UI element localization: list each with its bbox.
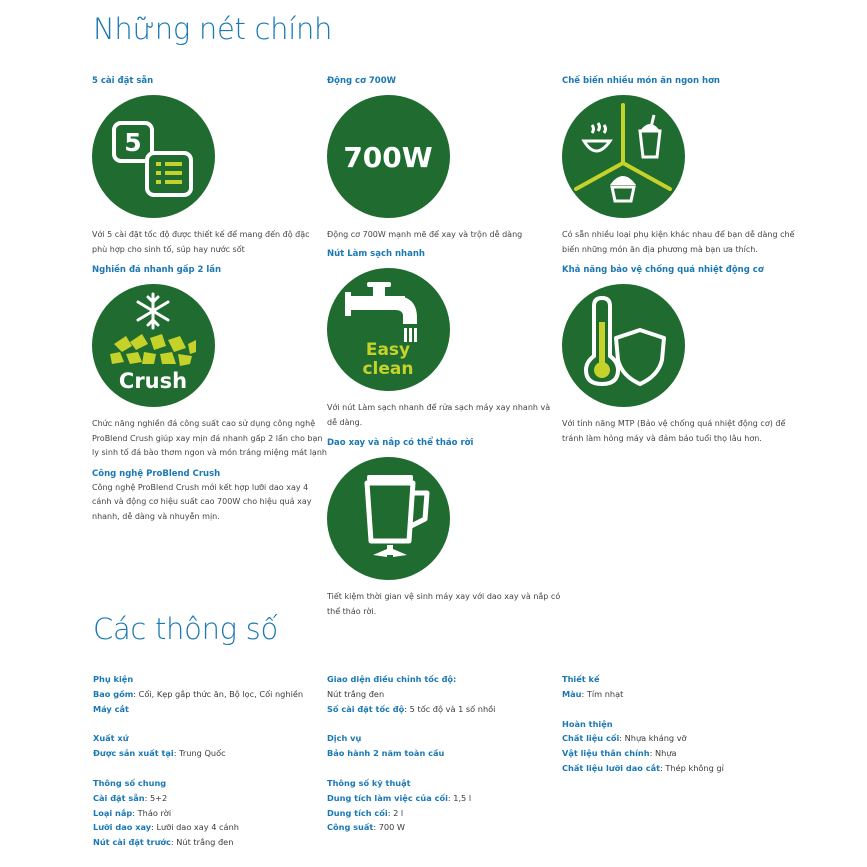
feature-crush (92, 265, 327, 524)
muffin-icon (610, 176, 636, 201)
motor-label: 700W (343, 141, 433, 174)
spec-group-accessories (93, 672, 323, 716)
spec-row: Màu: Tím nhạt (562, 688, 624, 699)
spec-row: Vật liệu thân chính: Nhựa (562, 748, 677, 759)
feature-description: Tiết kiệm thời gian vệ sinh máy xay với dao xay và nắp có thể tháo rời. (327, 592, 561, 616)
spec-row: Loại nắp: Tháo rời (93, 807, 172, 818)
presets-icon (92, 95, 215, 218)
easy-label: Easy (365, 340, 411, 360)
snowflake-icon (138, 294, 168, 328)
feature-description: Động cơ 700W mạnh mẽ để xay và trộn dễ dàng (327, 230, 523, 239)
spec-group-service (327, 731, 557, 761)
spec-row: Lưỡi dao xay: Lưỡi dao xay 4 cánh (93, 822, 239, 833)
crush-label: Crush (118, 369, 188, 393)
spec-row: Được sản xuất tại: Trung Quốc (93, 748, 226, 759)
feature-description: Chức năng nghiền đá công suất cao sử dụng công nghệ ProBlend Crush giúp xay mịn đá nhanh gấp 2 lần cho bạn ly sinh tố đá bào thơm ngon và món tráng miệng mát lạnh (92, 419, 327, 457)
spec-group-speed-ui (327, 672, 557, 716)
feature-title: Nghiền đá nhanh gấp 2 lần (92, 265, 222, 275)
spec-row: Chất liệu lưỡi dao cắt: Thép không gỉ (562, 762, 724, 773)
feature-detachable (327, 438, 562, 619)
problend-title: Công nghệ ProBlend Crush (92, 468, 221, 479)
spec-group-title: Hoàn thiện (562, 718, 613, 729)
problend-description: Công nghệ ProBlend Crush mới kết hợp lưỡi dao xay 4 cánh và động cơ hiệu suất cao 700W cho hiệu quả xay nhanh, dễ dàng và nhuyễn mịn. (92, 482, 312, 521)
recipes-icon (562, 95, 685, 218)
feature-easy-clean (327, 249, 562, 430)
feature-title: Dao xay và nắp có thể tháo rời (327, 438, 474, 448)
faucet-icon (327, 268, 450, 391)
spec-row: Bảo hành 2 năm toàn cầu (327, 748, 445, 759)
spec-group-title: Thông số kỹ thuật (327, 777, 411, 788)
spec-group-technical (327, 776, 557, 835)
crush-icon (92, 284, 215, 407)
spec-group-design (562, 672, 792, 702)
features-title: Những nét chính (93, 12, 333, 46)
spec-row: Bao gồm: Cối, Kẹp gắp thức ăn, Bộ lọc, Cối nghiền (93, 688, 304, 699)
feature-presets (92, 76, 327, 257)
spec-row: Dung tích cối: 2 l (327, 807, 404, 818)
feature-description: Có sẵn nhiều loại phụ kiện khác nhau để bạn dễ dàng chế biến những món ăn địa phương mà bạn ưa thích. (562, 230, 795, 254)
feature-description: Với tính năng MTP (Bảo vệ chống quá nhiệt động cơ) để tránh làm hỏng máy và đảm bảo tuổi thọ lâu hơn. (562, 419, 786, 443)
thermometer-shield-icon (562, 284, 685, 407)
spec-group-title: Dịch vụ (327, 733, 362, 744)
spec-group-origin (93, 731, 323, 761)
feature-title: 5 cài đặt sẵn (92, 76, 154, 86)
feature-title: Nút Làm sạch nhanh (327, 249, 425, 259)
feature-title: Động cơ 700W (327, 76, 397, 86)
spec-group-title: Phụ kiện (93, 674, 134, 684)
spec-row: Cài đặt sẵn: 5+2 (93, 792, 168, 803)
feature-recipes (562, 76, 797, 257)
spec-group-title: Thông số chung (93, 777, 167, 788)
spec-group-general (93, 776, 323, 850)
specs-column-3 (562, 672, 792, 791)
clean-label: clean (362, 359, 414, 379)
easy-clean-icon (327, 268, 450, 391)
spec-row: Nút cài đặt trước: Nút trắng đen (93, 837, 234, 848)
feature-title: Khả năng bảo vệ chống quá nhiệt động cơ (562, 265, 764, 275)
spec-group-title: Xuất xứ (93, 733, 129, 744)
spec-row: Số cài đặt tốc độ: 5 tốc độ và 1 số nhồi (327, 703, 496, 714)
feature-description: Với 5 cài đặt tốc độ được thiết kế để mang đến độ đặc phù hợp cho sinh tố, súp hay nước sốt (92, 230, 310, 254)
specs-column-1 (93, 672, 323, 865)
spec-row: Dung tích làm việc của cối: 1,5 l (327, 792, 472, 803)
motor-icon (327, 95, 450, 218)
blender-jar-icon (327, 457, 450, 580)
drink-cup-icon (640, 115, 660, 157)
feature-description: Với nút Làm sạch nhanh để rửa sạch máy xay nhanh và dễ dàng. (327, 403, 551, 427)
spec-group-finishing (562, 717, 792, 776)
presets-number: 5 (124, 128, 142, 157)
feature-title: Chế biến nhiều món ăn ngon hơn (562, 76, 720, 86)
specs-column-2 (327, 672, 557, 850)
feature-overheat (562, 265, 797, 446)
spec-group-title: Thiết kế (562, 674, 600, 684)
soup-bowl-icon (584, 123, 610, 151)
shield-icon (616, 330, 664, 384)
feature-motor (327, 76, 562, 243)
ice-pieces-icon (110, 334, 196, 366)
specs-title: Các thông số (93, 612, 278, 646)
spec-row: Máy cắt (93, 703, 129, 714)
spec-group-title: Giao diện điều chỉnh tốc độ: (327, 674, 457, 684)
spec-row: Chất liệu cối: Nhựa kháng vỡ (562, 733, 687, 744)
spec-row: Nút trắng đen (327, 688, 385, 699)
spec-row: Công suất: 700 W (327, 822, 406, 833)
